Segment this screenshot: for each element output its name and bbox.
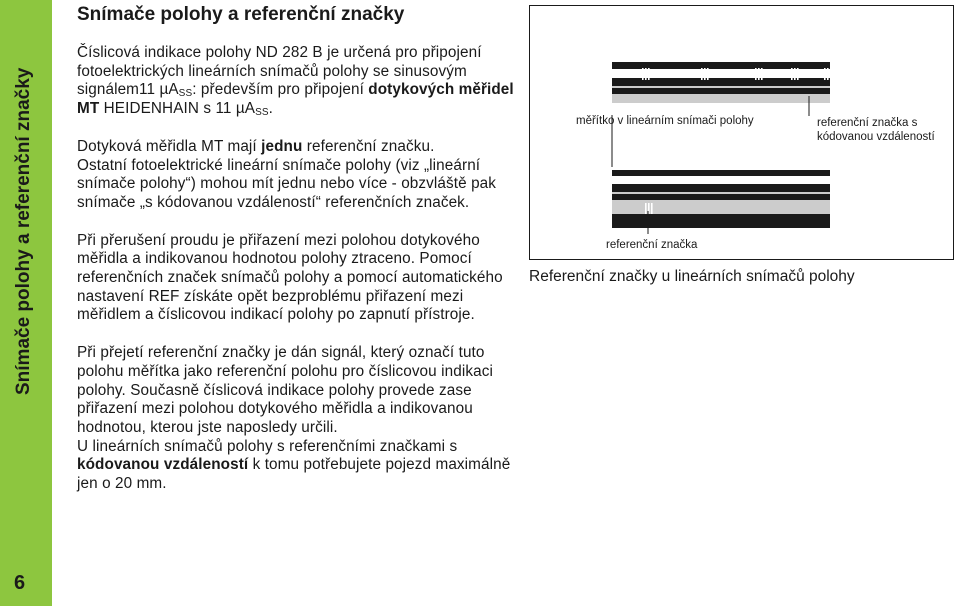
paragraph-power-loss: Při přerušení proudu je přiřazení mezi polohou dotykového měřidla a indikovanou hodnotou polohy ztraceno. Pomocí referenčních značek snímačů polohy a pomocí automatického nastavení REF získáte opět bezproblému přiřazení mezi měřidlem a číslicovou indikací polohy po zapnutí přístroje. <box>77 231 503 324</box>
page-number: 6 <box>14 572 26 594</box>
sidebar: Snímače polohy a referenční značky 6 <box>0 0 52 606</box>
main-content <box>77 4 517 494</box>
page-title: Snímače polohy a referenční značky <box>77 4 405 25</box>
paragraph-intro: Číslicová indikace polohy ND 282 B je určená pro připojení fotoelektrických lineárních snímačů polohy se sinusovým signálem11 µA$_{SS}$: především pro připojení dotykových měřidel MT HEIDENHAIN s 11 µA$_{SS}$. <box>77 44 514 119</box>
label-single-reference: referenční značka <box>606 239 698 251</box>
reference-mark-figure <box>529 5 954 260</box>
single-reference-mark <box>645 203 653 214</box>
paragraph-reference-marks: Dotyková měřidla MT mají jednu referenční značku. Ostatní fotoelektrické lineární snímače polohy (viz „lineární snímače polohy“) mohou mít jednu nebo více - obzvláště pak snímače „s kódovanou vzdáleností“ referenčních značek. <box>77 137 497 211</box>
label-scale: měřítko v lineárním snímači polohy <box>576 115 754 127</box>
label-coded-reference: referenční značka s kódovanou vzdáleností <box>817 117 935 143</box>
paragraph-reference-signal: Při přejetí referenční značky je dán signál, který označí tuto polohu měřítka jako referenční polohu pro číslicovou indikaci polohy. Současně číslicová indikace polohy provede zase přiřazení mezi polohou dotykového měřidla a indikovanou hodnotou, kterou jste naposledy určili. U lineárních snímačů polohy s referenčními značkami s kódovanou vzdáleností k tomu potřebujete pojezd maximálně jen o 20 mm. <box>77 344 511 493</box>
figure-caption: Referenční značky u lineárních snímačů polohy <box>529 268 855 285</box>
